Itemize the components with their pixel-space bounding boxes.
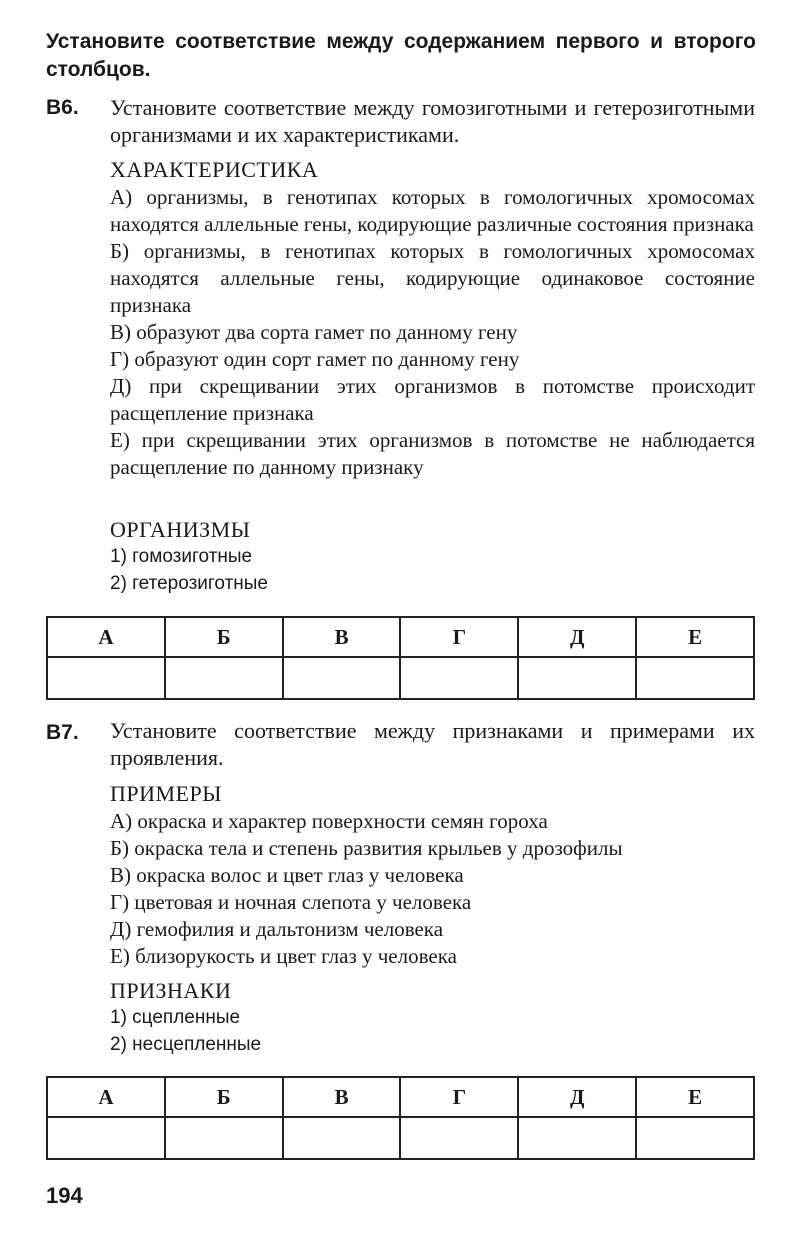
column-header: Е [636, 1077, 754, 1117]
column-header: Д [518, 617, 636, 657]
answer-cell[interactable] [47, 1117, 165, 1159]
organisms-heading: ОРГАНИЗМЫ [110, 517, 251, 542]
column-header: Е [636, 617, 754, 657]
column-header: Б [165, 1077, 283, 1117]
answer-cell[interactable] [165, 1117, 283, 1159]
list-item: Д) гемофилия и дальтонизм человека [110, 917, 444, 941]
table-header-row [47, 617, 754, 657]
table-header-row [47, 1077, 754, 1117]
list-item: Г) образуют один сорт гамет по данному гену [110, 347, 520, 371]
option-item: 2) несцепленные [110, 1034, 262, 1055]
table-row [47, 1117, 754, 1159]
column-header: Г [400, 617, 518, 657]
column-header: Д [518, 1077, 636, 1117]
column-header: Б [165, 617, 283, 657]
task-number-b6: В6. [46, 96, 79, 119]
list-item: Д) при скрещивании этих организмов в потомстве происходит расщепление признака [110, 374, 755, 425]
option-item: 2) гетерозиготные [110, 573, 269, 594]
answer-cell[interactable] [636, 1117, 754, 1159]
answer-table-b6 [46, 616, 755, 700]
examples-heading: ПРИМЕРЫ [110, 781, 222, 806]
option-item: 1) сцепленные [110, 1007, 241, 1028]
table-row [47, 657, 754, 699]
task-number-b7: В7. [46, 721, 79, 744]
column-header: Г [400, 1077, 518, 1117]
characteristics-list [110, 184, 755, 481]
column-header: А [47, 617, 165, 657]
answer-cell[interactable] [636, 657, 754, 699]
answer-cell[interactable] [518, 1117, 636, 1159]
list-item: Г) цветовая и ночная слепота у человека [110, 890, 472, 914]
column-header: В [283, 1077, 401, 1117]
answer-cell[interactable] [165, 657, 283, 699]
answer-cell[interactable] [400, 1117, 518, 1159]
list-item: А) организмы, в генотипах которых в гомологичных хромосомах находятся аллельные гены, кодирующие различные состояния признака [110, 185, 755, 236]
examples-list [110, 808, 755, 970]
list-item: Е) при скрещивании этих организмов в потомстве не наблюдается расщепление по данному признаку [110, 428, 755, 479]
list-item: Б) организмы, в генотипах которых в гомологичных хромосомах находятся аллельные гены, кодирующие одинаковое состояние признака [110, 239, 755, 317]
traits-options [110, 1004, 261, 1058]
list-item: Е) близорукость и цвет глаз у человека [110, 944, 457, 968]
list-item: Б) окраска тела и степень развития крыльев у дрозофилы [110, 836, 623, 860]
section-instruction: Установите соответствие между содержанием первого и второго столбцов. [46, 30, 756, 81]
traits-heading: ПРИЗНАКИ [110, 978, 232, 1003]
task-question-b6: Установите соответствие между гомозиготными и гетерозиготными организмами и их характеристиками. [110, 95, 755, 147]
answer-cell[interactable] [283, 657, 401, 699]
option-item: 1) гомозиготные [110, 546, 253, 567]
page-number: 194 [46, 1183, 83, 1208]
list-item: В) образуют два сорта гамет по данному гену [110, 320, 518, 344]
characteristics-heading: ХАРАКТЕРИСТИКА [110, 157, 319, 182]
list-item: А) окраска и характер поверхности семян гороха [110, 809, 548, 833]
task-question-b7: Установите соответствие между признаками и примерами их проявления. [110, 718, 755, 770]
answer-cell[interactable] [47, 657, 165, 699]
list-item: В) окраска волос и цвет глаз у человека [110, 863, 464, 887]
answer-cell[interactable] [283, 1117, 401, 1159]
answer-table-b7 [46, 1076, 755, 1160]
answer-cell[interactable] [400, 657, 518, 699]
column-header: А [47, 1077, 165, 1117]
column-header: В [283, 617, 401, 657]
organisms-options [110, 543, 268, 597]
answer-cell[interactable] [518, 657, 636, 699]
